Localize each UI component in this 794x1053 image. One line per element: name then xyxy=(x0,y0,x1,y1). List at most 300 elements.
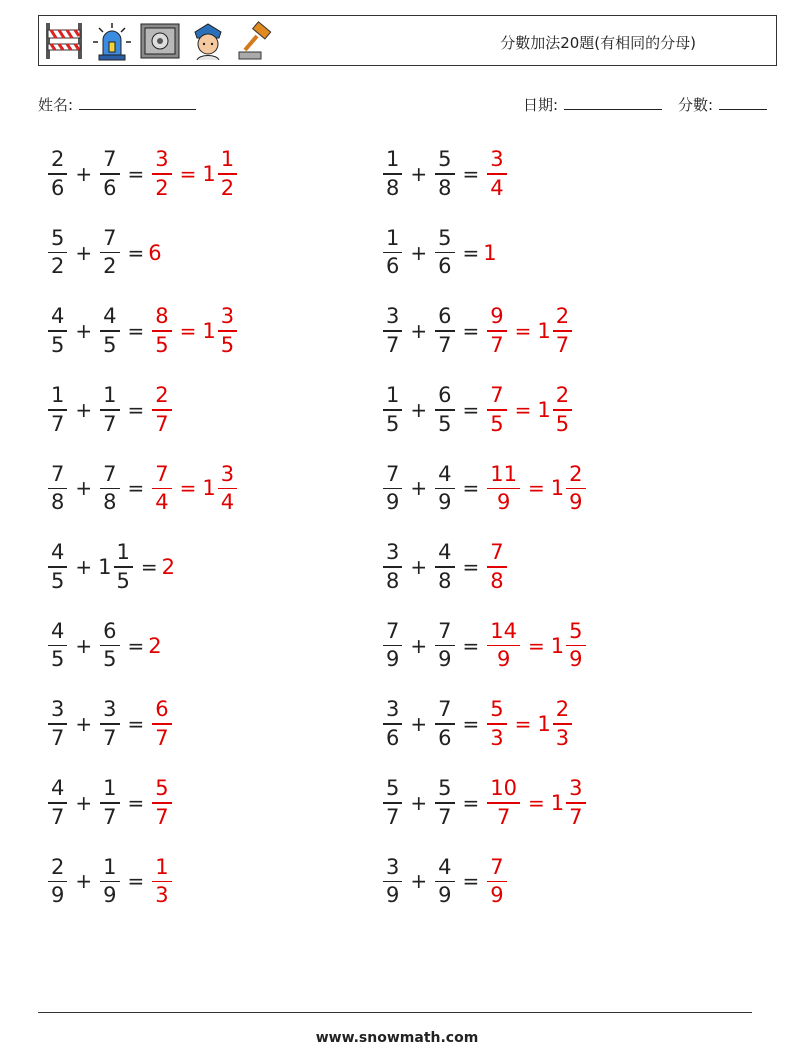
addend-1 xyxy=(48,699,67,749)
addend-1-bar xyxy=(48,330,67,332)
addend-2-bar xyxy=(100,409,119,411)
problem-item xyxy=(379,851,511,911)
addend-1 xyxy=(48,385,67,435)
addend-1-numerator: 4 xyxy=(51,618,65,643)
mixed-whole: 1 xyxy=(537,319,551,344)
addend-2-denominator: 8 xyxy=(438,175,452,200)
addend-2-denominator: 7 xyxy=(103,725,117,750)
addend-2-denominator: 6 xyxy=(438,725,452,750)
mixed-fraction-bar xyxy=(566,645,585,647)
equals-sign: = xyxy=(462,476,480,501)
plus-sign: + xyxy=(410,319,428,344)
addend-1-numerator: 3 xyxy=(386,854,400,879)
addend-1 xyxy=(383,306,402,356)
mixed-fraction xyxy=(566,618,585,672)
addend-1-bar xyxy=(48,645,67,647)
addend-2 xyxy=(435,854,454,908)
plus-sign: + xyxy=(410,476,428,501)
addend-1-denominator: 9 xyxy=(386,647,400,672)
name-label: 姓名: xyxy=(38,96,74,114)
addend-2-denominator: 5 xyxy=(103,647,117,672)
addend-2-numerator: 6 xyxy=(438,383,452,407)
answer-fraction xyxy=(487,778,520,828)
addend-1 xyxy=(48,225,67,279)
addend-2 xyxy=(435,149,454,199)
addend-2-numerator: 7 xyxy=(103,461,117,486)
mixed-fraction-numerator: 2 xyxy=(555,304,570,329)
answer-fraction-numerator: 5 xyxy=(155,776,169,800)
addend-2 xyxy=(435,618,454,672)
answer-equals-sign: = xyxy=(179,476,197,501)
plus-sign: + xyxy=(75,476,93,501)
addend-2-denominator: 2 xyxy=(103,254,117,279)
addend-2-denominator: 7 xyxy=(103,804,117,829)
addend-1 xyxy=(48,618,67,672)
mixed-fraction-numerator: 3 xyxy=(220,461,235,486)
answer-fraction-numerator: 1 xyxy=(155,854,169,879)
problem-item xyxy=(44,380,176,440)
answer-fraction-numerator: 14 xyxy=(490,618,518,643)
answer-fraction-numerator: 2 xyxy=(155,383,169,407)
addend-1-denominator: 9 xyxy=(386,883,400,908)
addend-2-whole: 1 xyxy=(98,555,112,579)
addend-1-denominator: 8 xyxy=(386,175,400,200)
addend-2 xyxy=(100,149,119,199)
mixed-fraction-denominator: 5 xyxy=(555,411,570,436)
addend-2-numerator: 5 xyxy=(438,776,452,800)
mixed-fraction xyxy=(566,461,585,515)
equals-sign: = xyxy=(127,790,145,815)
plus-sign: + xyxy=(410,790,428,815)
answer-fraction-bar xyxy=(152,330,171,332)
mixed-fraction xyxy=(566,778,585,828)
addend-2-bar xyxy=(435,881,454,883)
addend-1-denominator: 5 xyxy=(51,568,65,593)
answer-fraction-bar xyxy=(487,173,506,175)
mixed-fraction xyxy=(553,385,572,435)
equals-sign: = xyxy=(462,162,480,186)
addend-2-denominator: 6 xyxy=(438,254,452,279)
mixed-fraction-bar xyxy=(218,488,237,490)
score-blank[interactable] xyxy=(719,95,767,110)
plus-sign: + xyxy=(410,555,428,579)
problem-item xyxy=(44,616,162,676)
addend-2-numerator: 4 xyxy=(438,461,452,486)
addend-1-denominator: 2 xyxy=(51,254,65,279)
mixed-fraction xyxy=(218,149,237,199)
problem-item xyxy=(44,537,175,597)
answer-equals-sign: = xyxy=(514,319,532,344)
footer-divider xyxy=(38,1012,752,1013)
addend-1-denominator: 8 xyxy=(51,490,65,515)
answer-fraction-denominator: 8 xyxy=(490,568,504,593)
answer-fraction-bar xyxy=(487,881,506,883)
addend-2-bar xyxy=(100,802,119,804)
answer-fraction xyxy=(152,385,171,435)
addend-1-bar xyxy=(383,802,402,804)
answer-equals-sign: = xyxy=(514,397,532,422)
answer-fraction-bar xyxy=(152,488,171,490)
plus-sign: + xyxy=(75,555,93,579)
addend-1-bar xyxy=(48,802,67,804)
addend-1-numerator: 3 xyxy=(386,304,400,329)
mixed-fraction xyxy=(553,306,572,356)
answer-fraction-denominator: 7 xyxy=(155,725,169,750)
plus-sign: + xyxy=(75,869,93,894)
addend-2-denominator: 9 xyxy=(438,647,452,672)
plus-sign: + xyxy=(75,712,93,737)
answer-fraction xyxy=(152,149,171,199)
plus-sign: + xyxy=(410,633,428,658)
answer-fraction-bar xyxy=(487,330,506,332)
addend-2-numerator: 3 xyxy=(103,697,117,722)
addend-1-bar xyxy=(383,173,402,175)
safe-icon xyxy=(139,20,181,62)
addend-1-numerator: 3 xyxy=(386,697,400,722)
mixed-whole: 1 xyxy=(202,319,216,344)
problem-item xyxy=(379,223,497,283)
answer-equals-sign: = xyxy=(528,633,545,658)
addend-1-numerator: 2 xyxy=(51,147,65,172)
addend-2 xyxy=(100,306,119,356)
mixed-fraction-denominator: 2 xyxy=(220,175,235,200)
answer-fraction xyxy=(487,618,520,672)
problem-item xyxy=(44,223,162,283)
answer-equals-sign: = xyxy=(514,712,532,737)
answer-fraction-numerator: 8 xyxy=(155,304,169,329)
answer-fraction xyxy=(152,461,171,515)
problem-item xyxy=(44,851,176,911)
problem-item xyxy=(379,380,576,440)
addend-2-numerator: 7 xyxy=(438,697,452,722)
addend-1 xyxy=(48,778,67,828)
answer-fraction xyxy=(152,854,171,908)
addend-2-bar xyxy=(435,488,454,490)
addend-2-denominator: 9 xyxy=(103,883,117,908)
mixed-fraction xyxy=(218,461,237,515)
addend-1 xyxy=(383,385,402,435)
answer-whole: 2 xyxy=(161,555,176,579)
answer-fraction-denominator: 7 xyxy=(155,804,169,829)
plus-sign: + xyxy=(410,397,428,422)
answer-equals-sign: = xyxy=(179,319,197,344)
addend-1 xyxy=(48,149,67,199)
equals-sign: = xyxy=(462,712,480,737)
mixed-whole: 1 xyxy=(550,476,565,501)
problem-item xyxy=(379,144,511,204)
addend-2-denominator: 8 xyxy=(438,568,452,593)
equals-sign: = xyxy=(462,555,480,579)
addend-2 xyxy=(100,854,119,908)
addend-1 xyxy=(383,542,402,592)
plus-sign: + xyxy=(75,240,93,265)
answer-whole: 1 xyxy=(483,240,497,265)
mixed-whole: 1 xyxy=(550,633,565,658)
mixed-fraction-numerator: 3 xyxy=(220,304,235,329)
answer-equals-sign: = xyxy=(179,162,197,186)
mixed-whole: 1 xyxy=(202,476,216,501)
answer-fraction-bar xyxy=(487,802,520,804)
addend-2-bar xyxy=(435,173,454,175)
problem-item xyxy=(379,616,590,676)
addend-1-bar xyxy=(48,173,67,175)
answer-fraction-denominator: 9 xyxy=(496,647,511,672)
answer-fraction-bar xyxy=(152,173,171,175)
addend-2-denominator: 7 xyxy=(438,332,452,357)
addend-1-numerator: 7 xyxy=(51,461,65,486)
answer-fraction-denominator: 7 xyxy=(496,804,511,829)
mixed-fraction-denominator: 9 xyxy=(569,647,583,672)
addend-1-numerator: 5 xyxy=(51,225,65,250)
answer-fraction xyxy=(487,854,506,908)
addend-2 xyxy=(435,542,454,592)
mixed-fraction xyxy=(553,699,572,749)
addend-1-denominator: 7 xyxy=(51,725,65,750)
date-blank[interactable] xyxy=(564,95,662,110)
addend-2-bar xyxy=(100,488,119,490)
equals-sign: = xyxy=(462,790,480,815)
addend-1-denominator: 9 xyxy=(386,490,400,515)
addend-1 xyxy=(383,778,402,828)
mixed-fraction xyxy=(218,306,237,356)
addend-1-numerator: 1 xyxy=(386,147,400,172)
plus-sign: + xyxy=(75,397,93,422)
addend-1-numerator: 1 xyxy=(51,383,65,407)
answer-equals-sign: = xyxy=(528,476,545,501)
mixed-fraction-numerator: 3 xyxy=(569,776,583,800)
addend-2 xyxy=(100,461,119,515)
addend-1 xyxy=(383,149,402,199)
mixed-fraction-bar xyxy=(218,173,237,175)
equals-sign: = xyxy=(140,555,158,579)
header-icons xyxy=(43,20,277,62)
date-label: 日期: xyxy=(523,96,559,114)
mixed-fraction-numerator: 1 xyxy=(220,147,235,172)
addend-1 xyxy=(383,461,402,515)
answer-fraction-numerator: 3 xyxy=(155,147,169,172)
addend-1-denominator: 9 xyxy=(51,883,65,908)
problem-item xyxy=(44,694,176,754)
addend-1-bar xyxy=(48,409,67,411)
answer-fraction-bar xyxy=(152,723,171,725)
plus-sign: + xyxy=(410,162,428,186)
mixed-fraction-denominator: 3 xyxy=(555,725,570,750)
problem-item xyxy=(379,301,576,361)
addend-2-bar xyxy=(114,566,133,568)
date-field xyxy=(523,94,662,115)
mixed-whole: 1 xyxy=(550,790,565,815)
answer-fraction-denominator: 2 xyxy=(155,175,169,200)
addend-2-numerator: 5 xyxy=(438,147,452,172)
addend-2 xyxy=(435,699,454,749)
addend-1-numerator: 1 xyxy=(386,383,400,407)
mixed-fraction-bar xyxy=(566,488,585,490)
equals-sign: = xyxy=(462,397,480,422)
addend-1-denominator: 5 xyxy=(386,411,400,436)
mixed-fraction-bar xyxy=(553,723,572,725)
addend-1-numerator: 7 xyxy=(386,618,400,643)
addend-2 xyxy=(100,618,119,672)
plus-sign: + xyxy=(75,633,93,658)
answer-fraction xyxy=(487,461,520,515)
addend-2-numerator: 4 xyxy=(438,854,452,879)
answer-fraction xyxy=(152,306,171,356)
siren-icon xyxy=(91,20,133,62)
addend-2-denominator: 9 xyxy=(438,490,452,515)
addend-2-numerator: 5 xyxy=(438,225,452,250)
problem-item xyxy=(379,458,590,518)
addend-2-numerator: 1 xyxy=(103,383,117,407)
addend-1-denominator: 7 xyxy=(386,332,400,357)
addend-2 xyxy=(435,778,454,828)
answer-fraction-bar xyxy=(487,723,506,725)
addend-1 xyxy=(48,854,67,908)
equals-sign: = xyxy=(127,476,145,501)
addend-2-numerator: 1 xyxy=(103,854,117,879)
addend-1 xyxy=(383,618,402,672)
addend-2-bar xyxy=(100,330,119,332)
mixed-fraction-denominator: 4 xyxy=(220,490,235,515)
equals-sign: = xyxy=(462,240,480,265)
addend-2 xyxy=(435,306,454,356)
addend-1-numerator: 4 xyxy=(51,776,65,800)
addend-2-bar xyxy=(100,723,119,725)
addend-1-bar xyxy=(48,723,67,725)
mixed-fraction-numerator: 2 xyxy=(555,697,570,722)
plus-sign: + xyxy=(410,712,428,737)
answer-fraction xyxy=(487,385,506,435)
police-officer-icon xyxy=(187,20,229,62)
equals-sign: = xyxy=(127,397,145,422)
addend-1-bar xyxy=(48,566,67,568)
addend-1-numerator: 3 xyxy=(386,540,400,565)
answer-fraction-numerator: 5 xyxy=(490,697,504,722)
answer-fraction-bar xyxy=(487,566,506,568)
equals-sign: = xyxy=(462,633,480,658)
equals-sign: = xyxy=(127,162,145,186)
addend-1-denominator: 7 xyxy=(51,804,65,829)
mixed-whole: 1 xyxy=(202,162,216,186)
answer-equals-sign: = xyxy=(528,790,545,815)
mixed-fraction-denominator: 7 xyxy=(555,332,570,357)
addend-2-numerator: 1 xyxy=(103,776,117,800)
addend-2-bar xyxy=(100,645,119,647)
answer-fraction-bar xyxy=(487,645,520,647)
addend-1-bar xyxy=(383,645,402,647)
addend-1-bar xyxy=(383,409,402,411)
name-field xyxy=(38,94,196,115)
answer-fraction-numerator: 7 xyxy=(490,383,504,407)
addend-2-numerator: 4 xyxy=(103,304,117,329)
answer-fraction-numerator: 10 xyxy=(490,776,518,800)
addend-1-bar xyxy=(383,723,402,725)
addend-2-bar xyxy=(100,173,119,175)
footer-website: www.snowmath.com xyxy=(315,1030,479,1046)
addend-1-bar xyxy=(383,330,402,332)
addend-2 xyxy=(100,225,119,279)
addend-2-denominator: 9 xyxy=(438,883,452,908)
addend-2 xyxy=(100,699,119,749)
addend-1-numerator: 5 xyxy=(386,776,400,800)
addend-1 xyxy=(48,306,67,356)
answer-fraction-denominator: 4 xyxy=(155,490,169,515)
addend-2-denominator: 5 xyxy=(103,332,117,357)
addend-2-denominator: 5 xyxy=(438,411,452,436)
equals-sign: = xyxy=(462,869,480,894)
addend-1-bar xyxy=(383,881,402,883)
problem-item xyxy=(44,301,241,361)
equals-sign: = xyxy=(127,633,145,658)
addend-1-denominator: 6 xyxy=(51,175,65,200)
addend-2-denominator: 7 xyxy=(103,411,117,436)
mixed-fraction-bar xyxy=(218,330,237,332)
addend-1-bar xyxy=(48,488,67,490)
mixed-fraction-numerator: 2 xyxy=(569,461,583,486)
addend-2 xyxy=(100,385,119,435)
answer-fraction-numerator: 11 xyxy=(490,461,518,486)
answer-fraction-numerator: 7 xyxy=(490,540,504,565)
addend-2-denominator: 7 xyxy=(438,804,452,829)
equals-sign: = xyxy=(127,240,145,265)
addend-2-denominator: 5 xyxy=(116,568,130,593)
addend-2-numerator: 1 xyxy=(116,540,130,565)
answer-fraction-denominator: 3 xyxy=(155,883,169,908)
equals-sign: = xyxy=(127,712,145,737)
answer-fraction-denominator: 4 xyxy=(490,175,504,200)
answer-fraction xyxy=(487,149,506,199)
addend-2 xyxy=(114,542,133,592)
addend-2-bar xyxy=(435,409,454,411)
addend-2-numerator: 6 xyxy=(103,618,117,643)
problem-item xyxy=(44,773,176,833)
problem-item xyxy=(44,458,241,518)
answer-fraction-bar xyxy=(152,881,171,883)
addend-2-numerator: 7 xyxy=(103,147,117,172)
plus-sign: + xyxy=(410,240,428,265)
answer-fraction-bar xyxy=(152,802,171,804)
worksheet-title: 分數加法20題(有相同的分母) xyxy=(500,34,696,52)
answer-fraction xyxy=(487,699,506,749)
equals-sign: = xyxy=(462,319,480,344)
answer-fraction xyxy=(487,306,506,356)
plus-sign: + xyxy=(75,790,93,815)
mixed-fraction-bar xyxy=(553,409,572,411)
mixed-fraction-denominator: 7 xyxy=(569,804,583,829)
gavel-icon xyxy=(235,20,277,62)
answer-fraction-numerator: 9 xyxy=(490,304,504,329)
addend-2-bar xyxy=(435,802,454,804)
addend-1-bar xyxy=(383,566,402,568)
addend-1 xyxy=(383,699,402,749)
addend-2 xyxy=(435,385,454,435)
road-barrier-icon xyxy=(43,20,85,62)
addend-2-bar xyxy=(435,566,454,568)
answer-whole: 2 xyxy=(148,633,162,658)
name-blank[interactable] xyxy=(79,95,196,110)
addend-2-bar xyxy=(435,645,454,647)
addend-1-bar xyxy=(383,252,402,254)
mixed-fraction-denominator: 9 xyxy=(569,490,583,515)
addend-1 xyxy=(48,542,67,592)
answer-fraction-denominator: 7 xyxy=(490,332,504,357)
equals-sign: = xyxy=(127,319,145,344)
addend-2-bar xyxy=(100,881,119,883)
addend-1-numerator: 4 xyxy=(51,304,65,329)
answer-fraction-numerator: 6 xyxy=(155,697,169,722)
problem-item xyxy=(44,144,241,204)
answer-fraction-denominator: 9 xyxy=(490,883,504,908)
problem-item xyxy=(379,694,576,754)
